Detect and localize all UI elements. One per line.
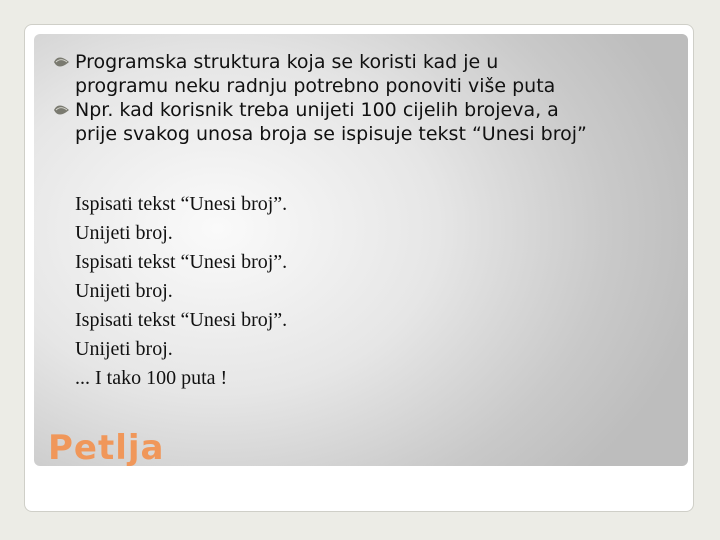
example-pseudocode	[75, 190, 287, 393]
example-line: Ispisati tekst “Unesi broj”.	[75, 251, 288, 273]
fleur-bullet-icon	[53, 103, 70, 117]
bullet-line: Npr. kad korisnik treba unijeti 100 cijelih brojeva, a	[75, 99, 559, 121]
bullet-line: Programska struktura koja se koristi kad je u	[75, 51, 499, 73]
bullet-item	[34, 98, 684, 146]
example-line: Ispisati tekst “Unesi broj”.	[75, 309, 288, 331]
fleur-bullet-icon	[53, 55, 70, 69]
example-line: Unijeti broj.	[75, 338, 173, 360]
bullet-line: programu neku radnju potrebno ponoviti više puta	[75, 75, 556, 97]
example-line: Unijeti broj.	[75, 222, 173, 244]
bullet-item	[34, 50, 684, 98]
bullet-line: prije svakog unosa broja se ispisuje tekst “Unesi broj”	[75, 123, 587, 145]
example-line: Ispisati tekst “Unesi broj”.	[75, 193, 288, 215]
bullet-list	[34, 50, 684, 146]
example-line: Unijeti broj.	[75, 280, 173, 302]
example-line: ... I tako 100 puta !	[75, 367, 228, 389]
slide-title: Petlja	[48, 428, 165, 466]
content-panel	[34, 34, 688, 466]
